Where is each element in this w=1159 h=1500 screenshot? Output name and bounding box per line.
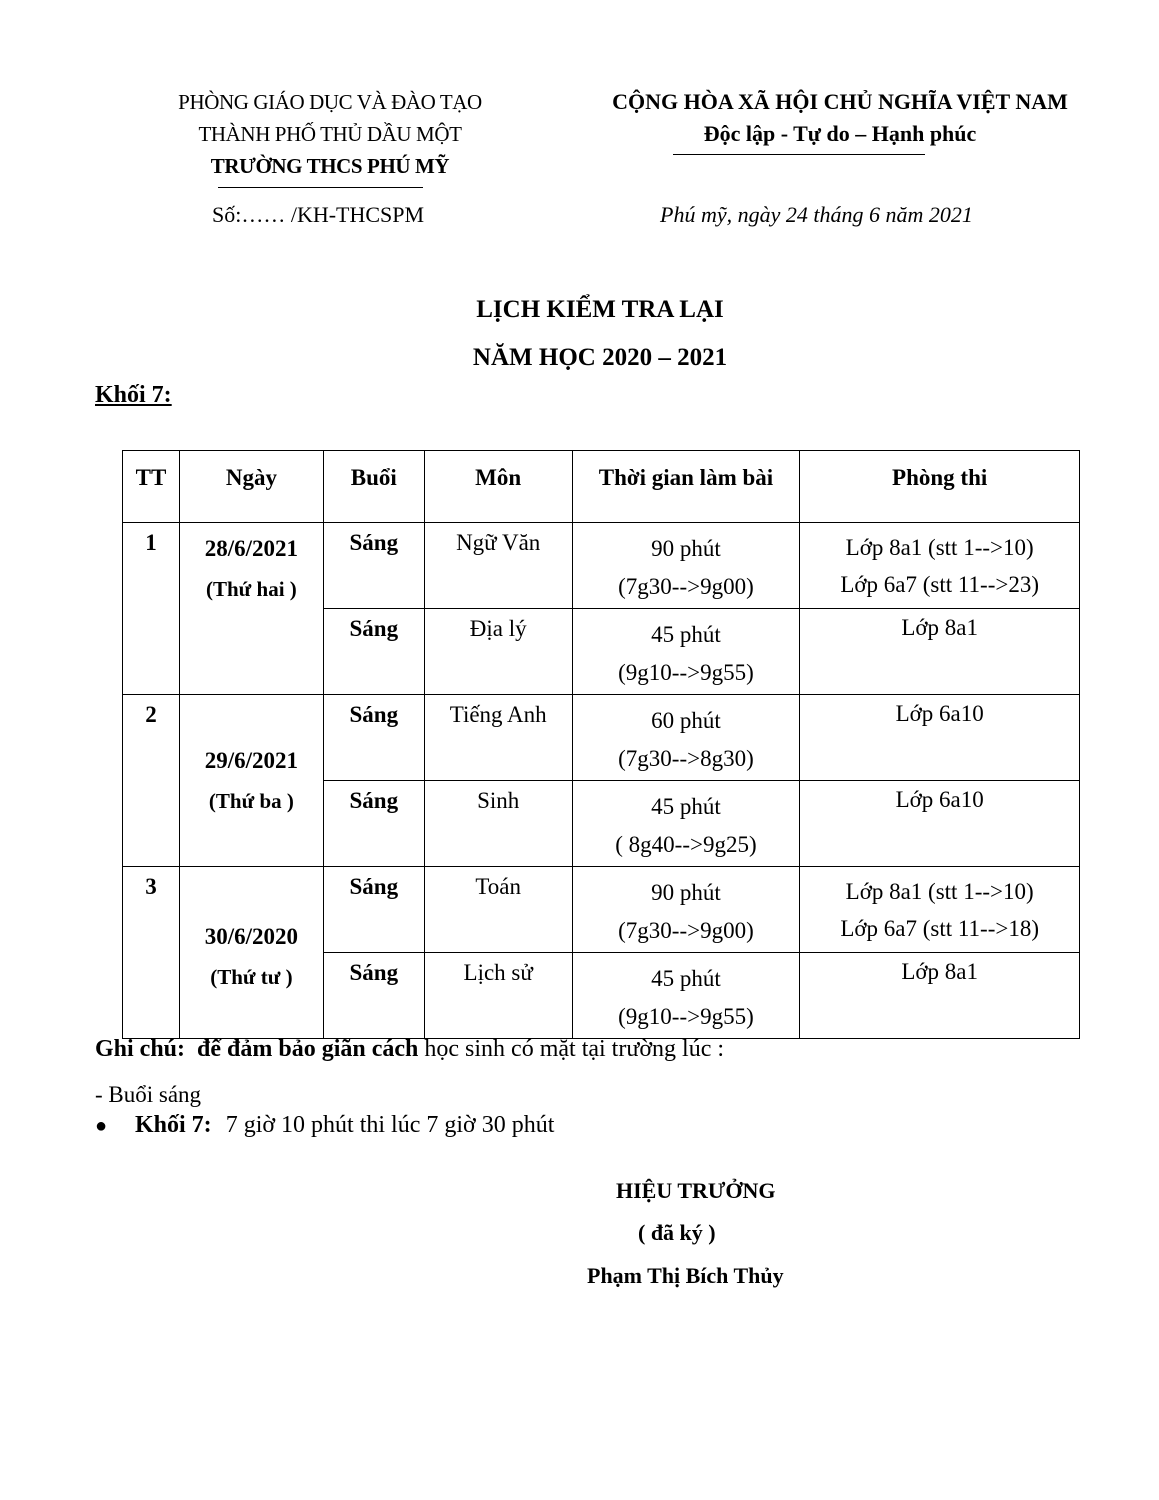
date-cell [179, 695, 323, 867]
room-line: Lớp 8a1 (stt 1-->10) [845, 535, 1034, 560]
column-header: Môn [424, 451, 572, 523]
table-header-row [123, 451, 1080, 523]
room-line: Lớp 8a1 (stt 1-->10) [845, 879, 1034, 904]
column-header: Thời gian làm bài [572, 451, 800, 523]
issuing-authority [150, 86, 510, 182]
city-line: THÀNH PHỐ THỦ DẦU MỘT [198, 122, 462, 146]
session-cell: Sáng [323, 523, 424, 609]
duration: 90 phút [651, 880, 721, 905]
session-cell: Sáng [323, 867, 424, 953]
subject-cell: Lịch sử [424, 953, 572, 1039]
session-cell: Sáng [323, 695, 424, 781]
time-range: ( 8g40-->9g25) [615, 832, 757, 857]
place-date: Phú mỹ, ngày 24 tháng 6 năm 2021 [660, 202, 973, 227]
time-range: (7g30-->9g00) [618, 918, 754, 943]
room-cell: Lớp 6a10 [800, 781, 1080, 867]
note-line [95, 1036, 724, 1063]
bullet-line [95, 1112, 554, 1139]
bullet-icon: ● [95, 1115, 108, 1137]
table-row [123, 523, 1080, 609]
duration: 45 phút [651, 622, 721, 647]
date: 30/6/2020 [204, 924, 299, 949]
exam-schedule-table [122, 450, 1080, 1039]
document-number: Số:…… /KH-THCSPM [212, 202, 425, 227]
time-cell [572, 867, 800, 953]
motto-line: Độc lập - Tự do – Hạnh phúc [703, 121, 977, 146]
column-header: Phòng thi [800, 451, 1080, 523]
time-range: (9g10-->9g55) [618, 660, 754, 685]
signature-title: HIỆU TRƯỞNG [616, 1178, 776, 1203]
time-range: (7g30-->9g00) [618, 574, 754, 599]
room-cell [800, 867, 1080, 953]
room-cell: Lớp 8a1 [800, 953, 1080, 1039]
school-underline [218, 187, 423, 188]
time-cell [572, 781, 800, 867]
grade-label: Khối 7: [95, 382, 172, 408]
column-header: TT [123, 451, 180, 523]
time-cell [572, 695, 800, 781]
motto-underline [673, 154, 925, 155]
date-cell [179, 523, 323, 695]
document-title: LỊCH KIỂM TRA LẠI [476, 296, 724, 323]
note-bold: để đảm bảo giãn cách [197, 1036, 419, 1062]
room-line: Lớp 6a7 (stt 11-->23) [840, 572, 1039, 597]
signer-name: Phạm Thị Bích Thủy [587, 1263, 784, 1288]
duration: 45 phút [651, 966, 721, 991]
note-label: Ghi chú: [95, 1036, 186, 1062]
date: 28/6/2021 [204, 536, 299, 561]
room-cell: Lớp 6a10 [800, 695, 1080, 781]
date: 29/6/2021 [204, 747, 299, 773]
bullet-label: Khối 7: [135, 1112, 212, 1138]
table-row [123, 695, 1080, 781]
note-text: học sinh có mặt tại trường lúc : [418, 1036, 725, 1062]
room-cell [800, 523, 1080, 609]
subject-cell: Toán [424, 867, 572, 953]
session-line: - Buổi sáng [95, 1082, 202, 1107]
school-name: TRƯỜNG THCS PHÚ MỸ [210, 154, 450, 178]
subject-cell: Địa lý [424, 609, 572, 695]
duration: 90 phút [651, 536, 721, 561]
room-cell: Lớp 8a1 [800, 609, 1080, 695]
date-cell [179, 867, 323, 1039]
time-range: (9g10-->9g55) [618, 1004, 754, 1029]
session-cell: Sáng [323, 781, 424, 867]
duration: 60 phút [651, 708, 721, 733]
time-cell [572, 523, 800, 609]
weekday: (Thứ tư ) [210, 965, 293, 989]
signature-status: ( đã ký ) [638, 1220, 716, 1245]
table-row [123, 867, 1080, 953]
time-cell [572, 609, 800, 695]
session-cell: Sáng [323, 953, 424, 1039]
room-line: Lớp 6a7 (stt 11-->18) [840, 916, 1039, 941]
time-cell [572, 953, 800, 1039]
weekday: (Thứ hai ) [206, 577, 297, 601]
subject-cell: Tiếng Anh [424, 695, 572, 781]
school-year: NĂM HỌC 2020 – 2021 [472, 344, 728, 371]
time-range: (7g30-->8g30) [618, 746, 754, 771]
tt-cell: 1 [123, 523, 180, 695]
tt-cell: 2 [123, 695, 180, 867]
subject-cell: Ngữ Văn [424, 523, 572, 609]
column-header: Ngày [179, 451, 323, 523]
session-cell: Sáng [323, 609, 424, 695]
bullet-text: 7 giờ 10 phút thi lúc 7 giờ 30 phút [225, 1112, 555, 1138]
department-line: PHÒNG GIÁO DỤC VÀ ĐÀO TẠO [178, 90, 482, 114]
country-name: CỘNG HÒA XÃ HỘI CHỦ NGHĨA VIỆT NAM [612, 89, 1068, 114]
column-header: Buổi [323, 451, 424, 523]
national-motto [595, 86, 1085, 150]
duration: 45 phút [651, 794, 721, 819]
subject-cell: Sinh [424, 781, 572, 867]
weekday: (Thứ ba ) [208, 788, 294, 813]
tt-cell: 3 [123, 867, 180, 1039]
